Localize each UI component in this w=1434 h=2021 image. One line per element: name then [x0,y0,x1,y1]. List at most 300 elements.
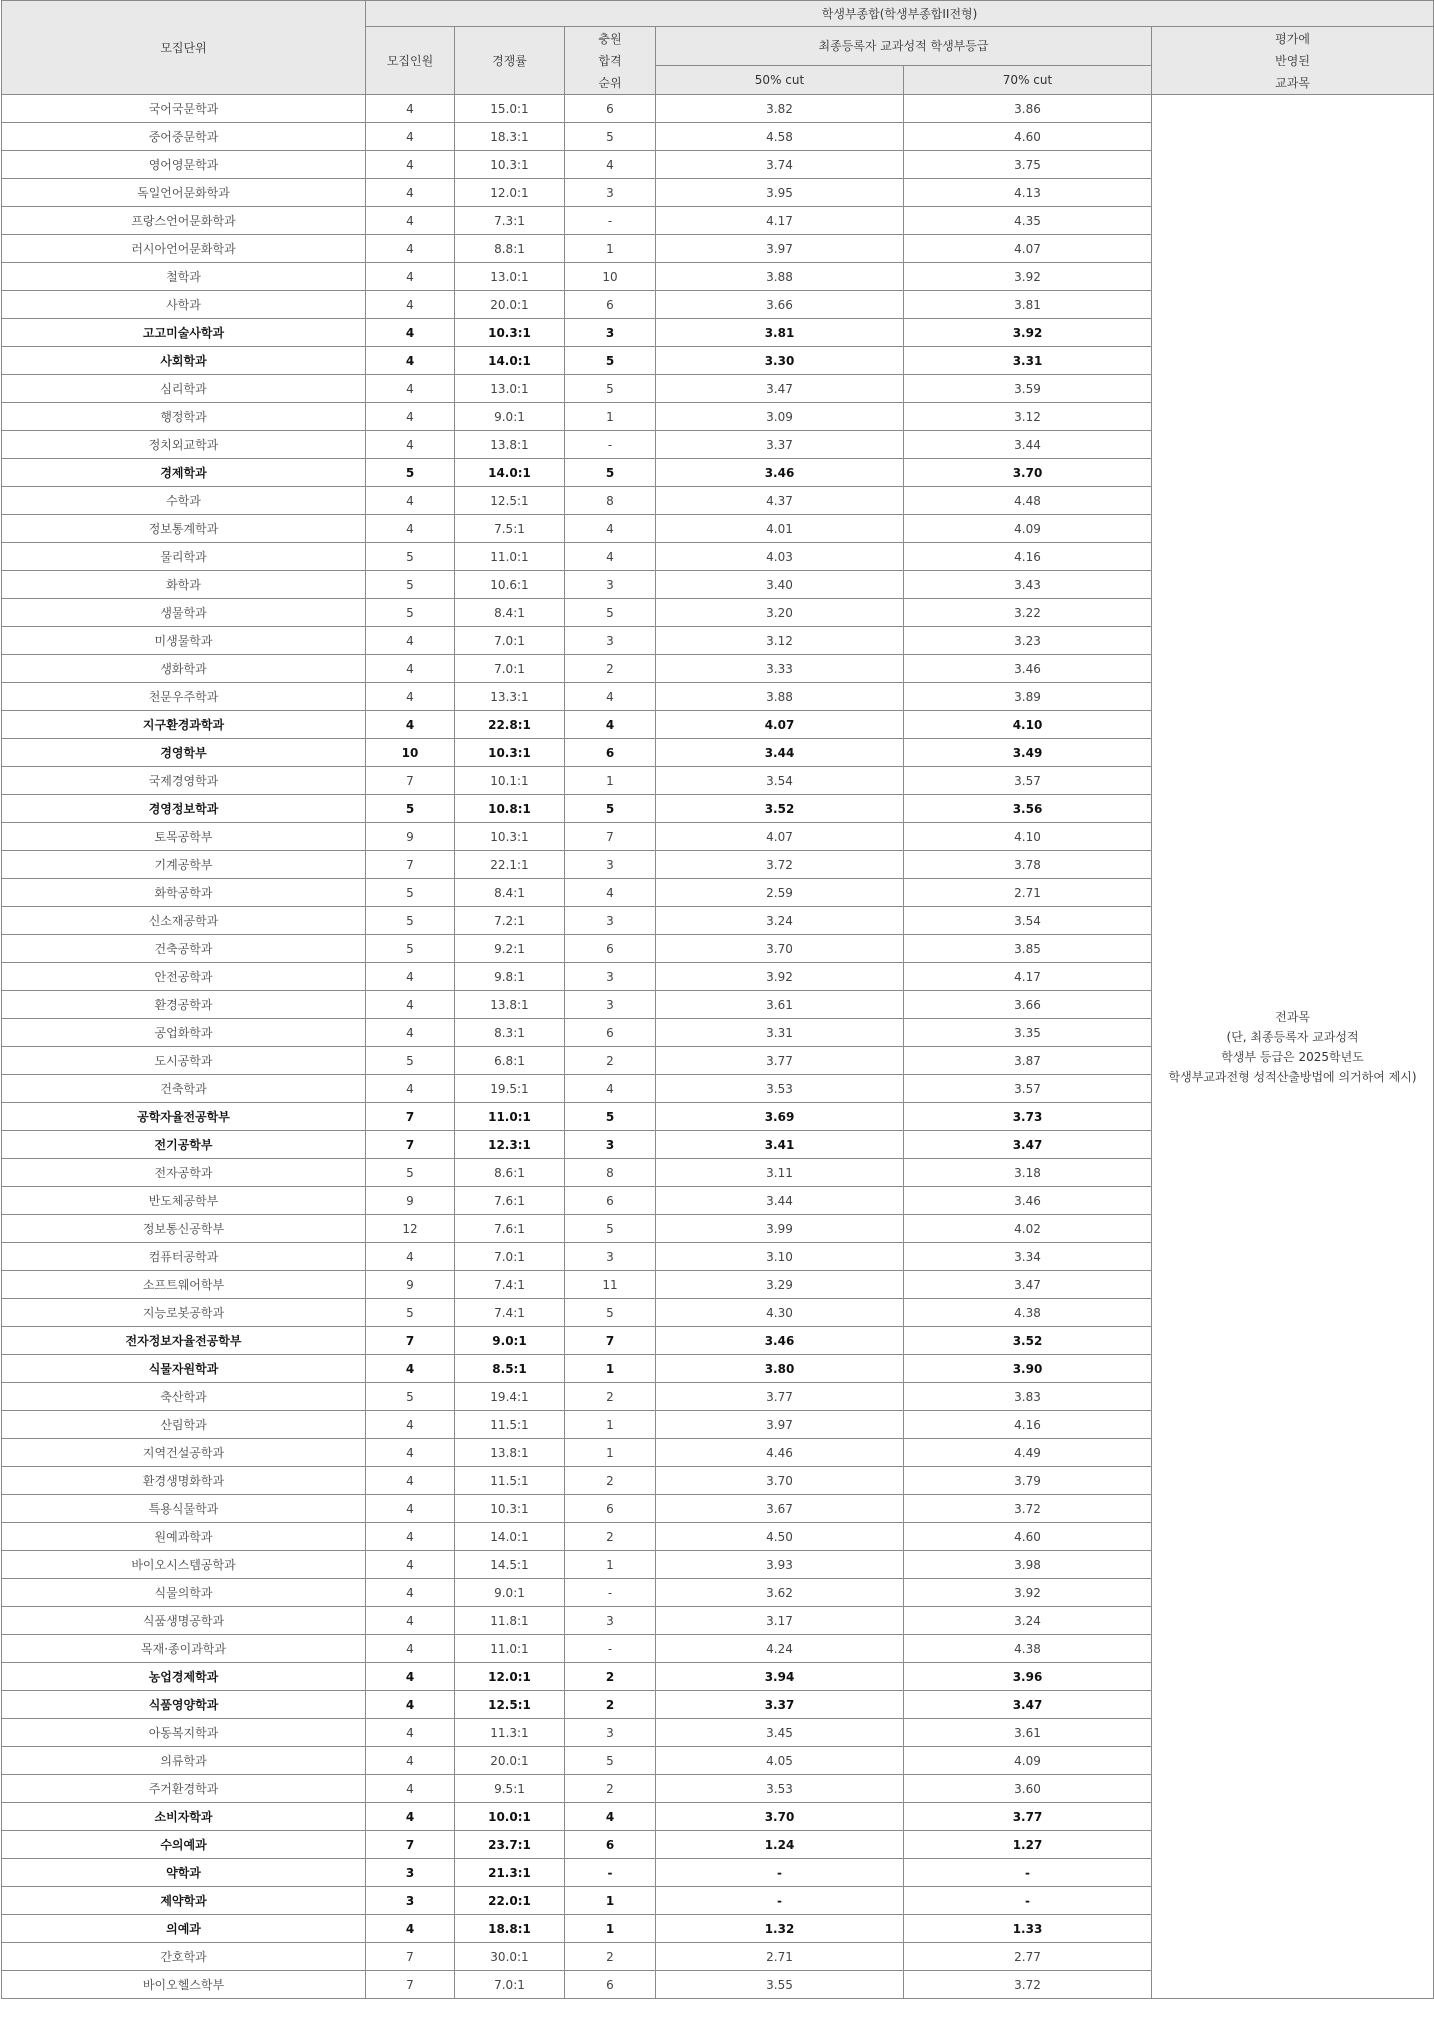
header-rank [565,27,656,95]
cut50-cell: 3.70 [656,1803,904,1831]
cut70-cell: 3.98 [904,1551,1152,1579]
rank-cell: 6 [565,1495,656,1523]
rank-cell: 5 [565,795,656,823]
cut50-cell: 3.24 [656,907,904,935]
quota-cell: 4 [366,1635,455,1663]
quota-cell: 4 [366,151,455,179]
rank-cell: 1 [565,1411,656,1439]
cut50-cell: 3.52 [656,795,904,823]
cut70-cell: - [904,1887,1152,1915]
dept-name: 고고미술사학과 [2,319,366,347]
rank-cell: 11 [565,1271,656,1299]
quota-cell: 4 [366,375,455,403]
dept-name: 건축학과 [2,1075,366,1103]
quota-cell: 4 [366,123,455,151]
cut70-cell: 3.89 [904,683,1152,711]
rank-cell: 4 [565,683,656,711]
dept-name: 약학과 [2,1859,366,1887]
ratio-cell: 7.4:1 [455,1299,565,1327]
dept-name: 화학과 [2,571,366,599]
rank-cell: 1 [565,1915,656,1943]
cut70-cell: 3.85 [904,935,1152,963]
dept-name: 생화학과 [2,655,366,683]
cut50-cell: 3.37 [656,1691,904,1719]
rank-cell: 2 [565,1691,656,1719]
dept-name: 공업화학과 [2,1019,366,1047]
cut50-cell: 4.30 [656,1299,904,1327]
quota-cell: 4 [366,711,455,739]
header-grade-group: 최종등록자 교과성적 학생부등급 [656,27,1152,66]
ratio-cell: 7.3:1 [455,207,565,235]
quota-cell: 4 [366,1719,455,1747]
quota-cell: 4 [366,1243,455,1271]
quota-cell: 5 [366,907,455,935]
ratio-cell: 7.5:1 [455,515,565,543]
cut50-cell: 3.67 [656,1495,904,1523]
header-subjects-line: 반영된 [1275,53,1310,68]
rank-cell: 6 [565,1187,656,1215]
cut50-cell: 3.88 [656,263,904,291]
cut50-cell: 4.50 [656,1523,904,1551]
cut70-cell: 4.09 [904,1747,1152,1775]
cut70-cell: 3.92 [904,319,1152,347]
rank-cell: 5 [565,375,656,403]
cut50-cell: 3.62 [656,1579,904,1607]
quota-cell: 5 [366,879,455,907]
dept-name: 소프트웨어학부 [2,1271,366,1299]
ratio-cell: 10.3:1 [455,739,565,767]
ratio-cell: 15.0:1 [455,95,565,123]
header-ratio: 경쟁률 [455,27,565,95]
header-rank-line: 충원 [598,31,622,46]
dept-name: 심리학과 [2,375,366,403]
rank-cell: - [565,1859,656,1887]
rank-cell: 6 [565,291,656,319]
dept-name: 철학과 [2,263,366,291]
quota-cell: 3 [366,1859,455,1887]
cut70-cell: 1.33 [904,1915,1152,1943]
rank-cell: 4 [565,879,656,907]
cut70-cell: 1.27 [904,1831,1152,1859]
quota-cell: 4 [366,1523,455,1551]
dept-name: 환경공학과 [2,991,366,1019]
dept-name: 컴퓨터공학과 [2,1243,366,1271]
rank-cell: 3 [565,1131,656,1159]
rank-cell: 5 [565,1299,656,1327]
dept-name: 국제경영학과 [2,767,366,795]
cut50-cell: 3.69 [656,1103,904,1131]
ratio-cell: 11.0:1 [455,1635,565,1663]
rank-cell: 5 [565,123,656,151]
quota-cell: 9 [366,1187,455,1215]
dept-name: 기계공학부 [2,851,366,879]
rank-cell: 3 [565,963,656,991]
quota-cell: 4 [366,1075,455,1103]
rank-cell: 3 [565,571,656,599]
dept-name: 행정학과 [2,403,366,431]
dept-name: 화학공학과 [2,879,366,907]
ratio-cell: 11.5:1 [455,1411,565,1439]
dept-name: 천문우주학과 [2,683,366,711]
cut50-cell: 3.45 [656,1719,904,1747]
quota-cell: 7 [366,1327,455,1355]
dept-name: 바이오시스템공학과 [2,1551,366,1579]
cut50-cell: 3.44 [656,1187,904,1215]
ratio-cell: 8.8:1 [455,235,565,263]
cut70-cell: 4.60 [904,1523,1152,1551]
cut70-cell: 4.60 [904,123,1152,151]
ratio-cell: 10.0:1 [455,1803,565,1831]
subjects-note-line: (단, 최종등록자 교과성적 [1226,1029,1359,1044]
cut50-cell: 3.61 [656,991,904,1019]
rank-cell: 4 [565,515,656,543]
dept-name: 건축공학과 [2,935,366,963]
ratio-cell: 19.5:1 [455,1075,565,1103]
subjects-note-line: 학생부 등급은 2025학년도 [1221,1049,1364,1064]
cut50-cell: 4.37 [656,487,904,515]
dept-name: 사회학과 [2,347,366,375]
cut70-cell: 3.77 [904,1803,1152,1831]
cut70-cell: 3.79 [904,1467,1152,1495]
cut50-cell: 3.88 [656,683,904,711]
cut50-cell: 3.53 [656,1775,904,1803]
cut50-cell: 3.93 [656,1551,904,1579]
ratio-cell: 10.3:1 [455,823,565,851]
quota-cell: 4 [366,403,455,431]
cut70-cell: 3.49 [904,739,1152,767]
rank-cell: 5 [565,347,656,375]
quota-cell: 4 [366,991,455,1019]
rank-cell: 7 [565,823,656,851]
ratio-cell: 10.3:1 [455,319,565,347]
rank-cell: 6 [565,1971,656,1999]
dept-name: 전자정보자율전공학부 [2,1327,366,1355]
dept-name: 미생물학과 [2,627,366,655]
dept-name: 지구환경과학과 [2,711,366,739]
dept-name: 주거환경학과 [2,1775,366,1803]
cut70-cell: 3.47 [904,1691,1152,1719]
header-subjects-line: 평가에 [1275,31,1310,46]
quota-cell: 4 [366,1019,455,1047]
cut70-cell: 3.12 [904,403,1152,431]
cut50-cell: 3.70 [656,935,904,963]
cut70-cell: - [904,1859,1152,1887]
cut70-cell: 4.02 [904,1215,1152,1243]
dept-name: 정치외교학과 [2,431,366,459]
rank-cell: - [565,1579,656,1607]
cut70-cell: 3.90 [904,1355,1152,1383]
cut50-cell: 3.17 [656,1607,904,1635]
quota-cell: 4 [366,1607,455,1635]
rank-cell: 6 [565,739,656,767]
cut50-cell: 3.74 [656,151,904,179]
ratio-cell: 20.0:1 [455,291,565,319]
ratio-cell: 7.0:1 [455,655,565,683]
quota-cell: 4 [366,627,455,655]
ratio-cell: 13.8:1 [455,991,565,1019]
rank-cell: 2 [565,655,656,683]
quota-cell: 4 [366,1691,455,1719]
header-subjects [1152,27,1434,95]
dept-name: 반도체공학부 [2,1187,366,1215]
quota-cell: 5 [366,795,455,823]
ratio-cell: 18.3:1 [455,123,565,151]
dept-name: 농업경제학과 [2,1663,366,1691]
quota-cell: 4 [366,319,455,347]
cut70-cell: 3.59 [904,375,1152,403]
dept-name: 제약학과 [2,1887,366,1915]
dept-name: 식품생명공학과 [2,1607,366,1635]
cut70-cell: 3.72 [904,1495,1152,1523]
dept-name: 도시공학과 [2,1047,366,1075]
ratio-cell: 7.0:1 [455,627,565,655]
ratio-cell: 10.3:1 [455,151,565,179]
ratio-cell: 19.4:1 [455,1383,565,1411]
header-cut50: 50% cut [656,66,904,95]
rank-cell: 4 [565,151,656,179]
rank-cell: 3 [565,907,656,935]
quota-cell: 7 [366,851,455,879]
dept-name: 소비자학과 [2,1803,366,1831]
cut50-cell: 3.20 [656,599,904,627]
quota-cell: 5 [366,1047,455,1075]
quota-cell: 4 [366,1495,455,1523]
cut70-cell: 3.70 [904,459,1152,487]
rank-cell: 10 [565,263,656,291]
ratio-cell: 13.0:1 [455,263,565,291]
cut50-cell: 4.01 [656,515,904,543]
ratio-cell: 12.0:1 [455,1663,565,1691]
quota-cell: 4 [366,1747,455,1775]
ratio-cell: 9.5:1 [455,1775,565,1803]
ratio-cell: 9.8:1 [455,963,565,991]
quota-cell: 4 [366,1775,455,1803]
quota-cell: 4 [366,263,455,291]
rank-cell: 5 [565,1215,656,1243]
quota-cell: 4 [366,963,455,991]
cut50-cell: 3.80 [656,1355,904,1383]
cut70-cell: 3.24 [904,1607,1152,1635]
rank-cell: 4 [565,1075,656,1103]
cut70-cell: 3.75 [904,151,1152,179]
ratio-cell: 14.0:1 [455,459,565,487]
dept-name: 환경생명화학과 [2,1467,366,1495]
dept-name: 바이오헬스학부 [2,1971,366,1999]
header-cut70: 70% cut [904,66,1152,95]
quota-cell: 7 [366,1103,455,1131]
ratio-cell: 7.6:1 [455,1215,565,1243]
ratio-cell: 12.0:1 [455,179,565,207]
quota-cell: 4 [366,1467,455,1495]
ratio-cell: 9.2:1 [455,935,565,963]
ratio-cell: 9.0:1 [455,403,565,431]
dept-name: 전자공학과 [2,1159,366,1187]
cut70-cell: 3.43 [904,571,1152,599]
cut50-cell: 3.54 [656,767,904,795]
ratio-cell: 8.3:1 [455,1019,565,1047]
dept-name: 수학과 [2,487,366,515]
dept-name: 토목공학부 [2,823,366,851]
rank-cell: 1 [565,1887,656,1915]
ratio-cell: 9.0:1 [455,1327,565,1355]
cut70-cell: 3.81 [904,291,1152,319]
rank-cell: 3 [565,1243,656,1271]
cut50-cell: 4.05 [656,1747,904,1775]
dept-name: 러시아언어문화학과 [2,235,366,263]
dept-name: 정보통계학과 [2,515,366,543]
ratio-cell: 10.1:1 [455,767,565,795]
ratio-cell: 6.8:1 [455,1047,565,1075]
cut70-cell: 4.13 [904,179,1152,207]
cut50-cell: 3.44 [656,739,904,767]
cut70-cell: 3.18 [904,1159,1152,1187]
quota-cell: 4 [366,515,455,543]
rank-cell: 4 [565,543,656,571]
ratio-cell: 7.0:1 [455,1243,565,1271]
dept-name: 수의예과 [2,1831,366,1859]
ratio-cell: 11.5:1 [455,1467,565,1495]
cut50-cell: 3.95 [656,179,904,207]
cut70-cell: 3.35 [904,1019,1152,1047]
cut50-cell: 3.40 [656,571,904,599]
rank-cell: - [565,431,656,459]
ratio-cell: 30.0:1 [455,1943,565,1971]
quota-cell: 4 [366,207,455,235]
dept-name: 프랑스언어문화학과 [2,207,366,235]
quota-cell: 5 [366,571,455,599]
cut50-cell: 3.31 [656,1019,904,1047]
cut50-cell: 1.32 [656,1915,904,1943]
ratio-cell: 8.5:1 [455,1355,565,1383]
cut70-cell: 3.47 [904,1131,1152,1159]
quota-cell: 5 [366,459,455,487]
header-dept: 모집단위 [2,1,366,95]
cut70-cell: 3.96 [904,1663,1152,1691]
cut50-cell: 3.92 [656,963,904,991]
quota-cell: 5 [366,935,455,963]
ratio-cell: 14.0:1 [455,347,565,375]
cut50-cell: 3.33 [656,655,904,683]
quota-cell: 4 [366,95,455,123]
cut50-cell: - [656,1859,904,1887]
ratio-cell: 10.8:1 [455,795,565,823]
cut70-cell: 3.87 [904,1047,1152,1075]
quota-cell: 5 [366,1383,455,1411]
header-subjects-line: 교과목 [1275,75,1310,90]
cut50-cell: 3.37 [656,431,904,459]
cut70-cell: 4.10 [904,711,1152,739]
rank-cell: 3 [565,991,656,1019]
cut70-cell: 2.77 [904,1943,1152,1971]
quota-cell: 7 [366,767,455,795]
dept-name: 안전공학과 [2,963,366,991]
quota-cell: 4 [366,431,455,459]
ratio-cell: 14.5:1 [455,1551,565,1579]
cut50-cell: 4.07 [656,823,904,851]
rank-cell: 1 [565,1439,656,1467]
quota-cell: 7 [366,1971,455,1999]
cut50-cell: 2.71 [656,1943,904,1971]
cut70-cell: 3.44 [904,431,1152,459]
ratio-cell: 7.4:1 [455,1271,565,1299]
cut70-cell: 3.22 [904,599,1152,627]
ratio-cell: 7.6:1 [455,1187,565,1215]
cut50-cell: 3.97 [656,235,904,263]
quota-cell: 4 [366,1663,455,1691]
cut70-cell: 4.09 [904,515,1152,543]
quota-cell: 5 [366,1299,455,1327]
rank-cell: 5 [565,459,656,487]
cut50-cell: 3.30 [656,347,904,375]
header-rank-line: 합격 [598,53,622,68]
dept-name: 경영학부 [2,739,366,767]
rank-cell: 3 [565,627,656,655]
header-quota: 모집인원 [366,27,455,95]
cut70-cell: 3.60 [904,1775,1152,1803]
cut50-cell: 3.99 [656,1215,904,1243]
rank-cell: 6 [565,95,656,123]
cut50-cell: 4.17 [656,207,904,235]
quota-cell: 4 [366,1803,455,1831]
cut70-cell: 3.92 [904,263,1152,291]
rank-cell: 1 [565,235,656,263]
quota-cell: 4 [366,487,455,515]
ratio-cell: 20.0:1 [455,1747,565,1775]
subjects-note [1152,95,1434,1999]
quota-cell: 4 [366,347,455,375]
quota-cell: 4 [366,1915,455,1943]
rank-cell: 2 [565,1775,656,1803]
cut70-cell: 3.78 [904,851,1152,879]
dept-name: 원예과학과 [2,1523,366,1551]
cut70-cell: 4.35 [904,207,1152,235]
dept-name: 목재·종이과학과 [2,1635,366,1663]
quota-cell: 7 [366,1131,455,1159]
cut50-cell: 3.09 [656,403,904,431]
dept-name: 식품영양학과 [2,1691,366,1719]
cut70-cell: 4.49 [904,1439,1152,1467]
cut50-cell: 3.81 [656,319,904,347]
ratio-cell: 11.0:1 [455,1103,565,1131]
cut70-cell: 3.54 [904,907,1152,935]
quota-cell: 4 [366,235,455,263]
ratio-cell: 18.8:1 [455,1915,565,1943]
cut70-cell: 3.57 [904,1075,1152,1103]
dept-name: 지능로봇공학과 [2,1299,366,1327]
rank-cell: 3 [565,1607,656,1635]
quota-cell: 4 [366,1355,455,1383]
dept-name: 영어영문학과 [2,151,366,179]
cut50-cell: 3.94 [656,1663,904,1691]
cut70-cell: 4.10 [904,823,1152,851]
quota-cell: 5 [366,599,455,627]
ratio-cell: 12.5:1 [455,487,565,515]
rank-cell: 4 [565,1803,656,1831]
dept-name: 경영정보학과 [2,795,366,823]
quota-cell: 4 [366,1579,455,1607]
ratio-cell: 8.4:1 [455,599,565,627]
dept-name: 사학과 [2,291,366,319]
rank-cell: 2 [565,1383,656,1411]
cut50-cell: 3.46 [656,1327,904,1355]
ratio-cell: 11.0:1 [455,543,565,571]
cut70-cell: 4.48 [904,487,1152,515]
cut50-cell: - [656,1887,904,1915]
dept-name: 정보통신공학부 [2,1215,366,1243]
cut70-cell: 3.83 [904,1383,1152,1411]
rank-cell: 3 [565,1719,656,1747]
ratio-cell: 8.4:1 [455,879,565,907]
